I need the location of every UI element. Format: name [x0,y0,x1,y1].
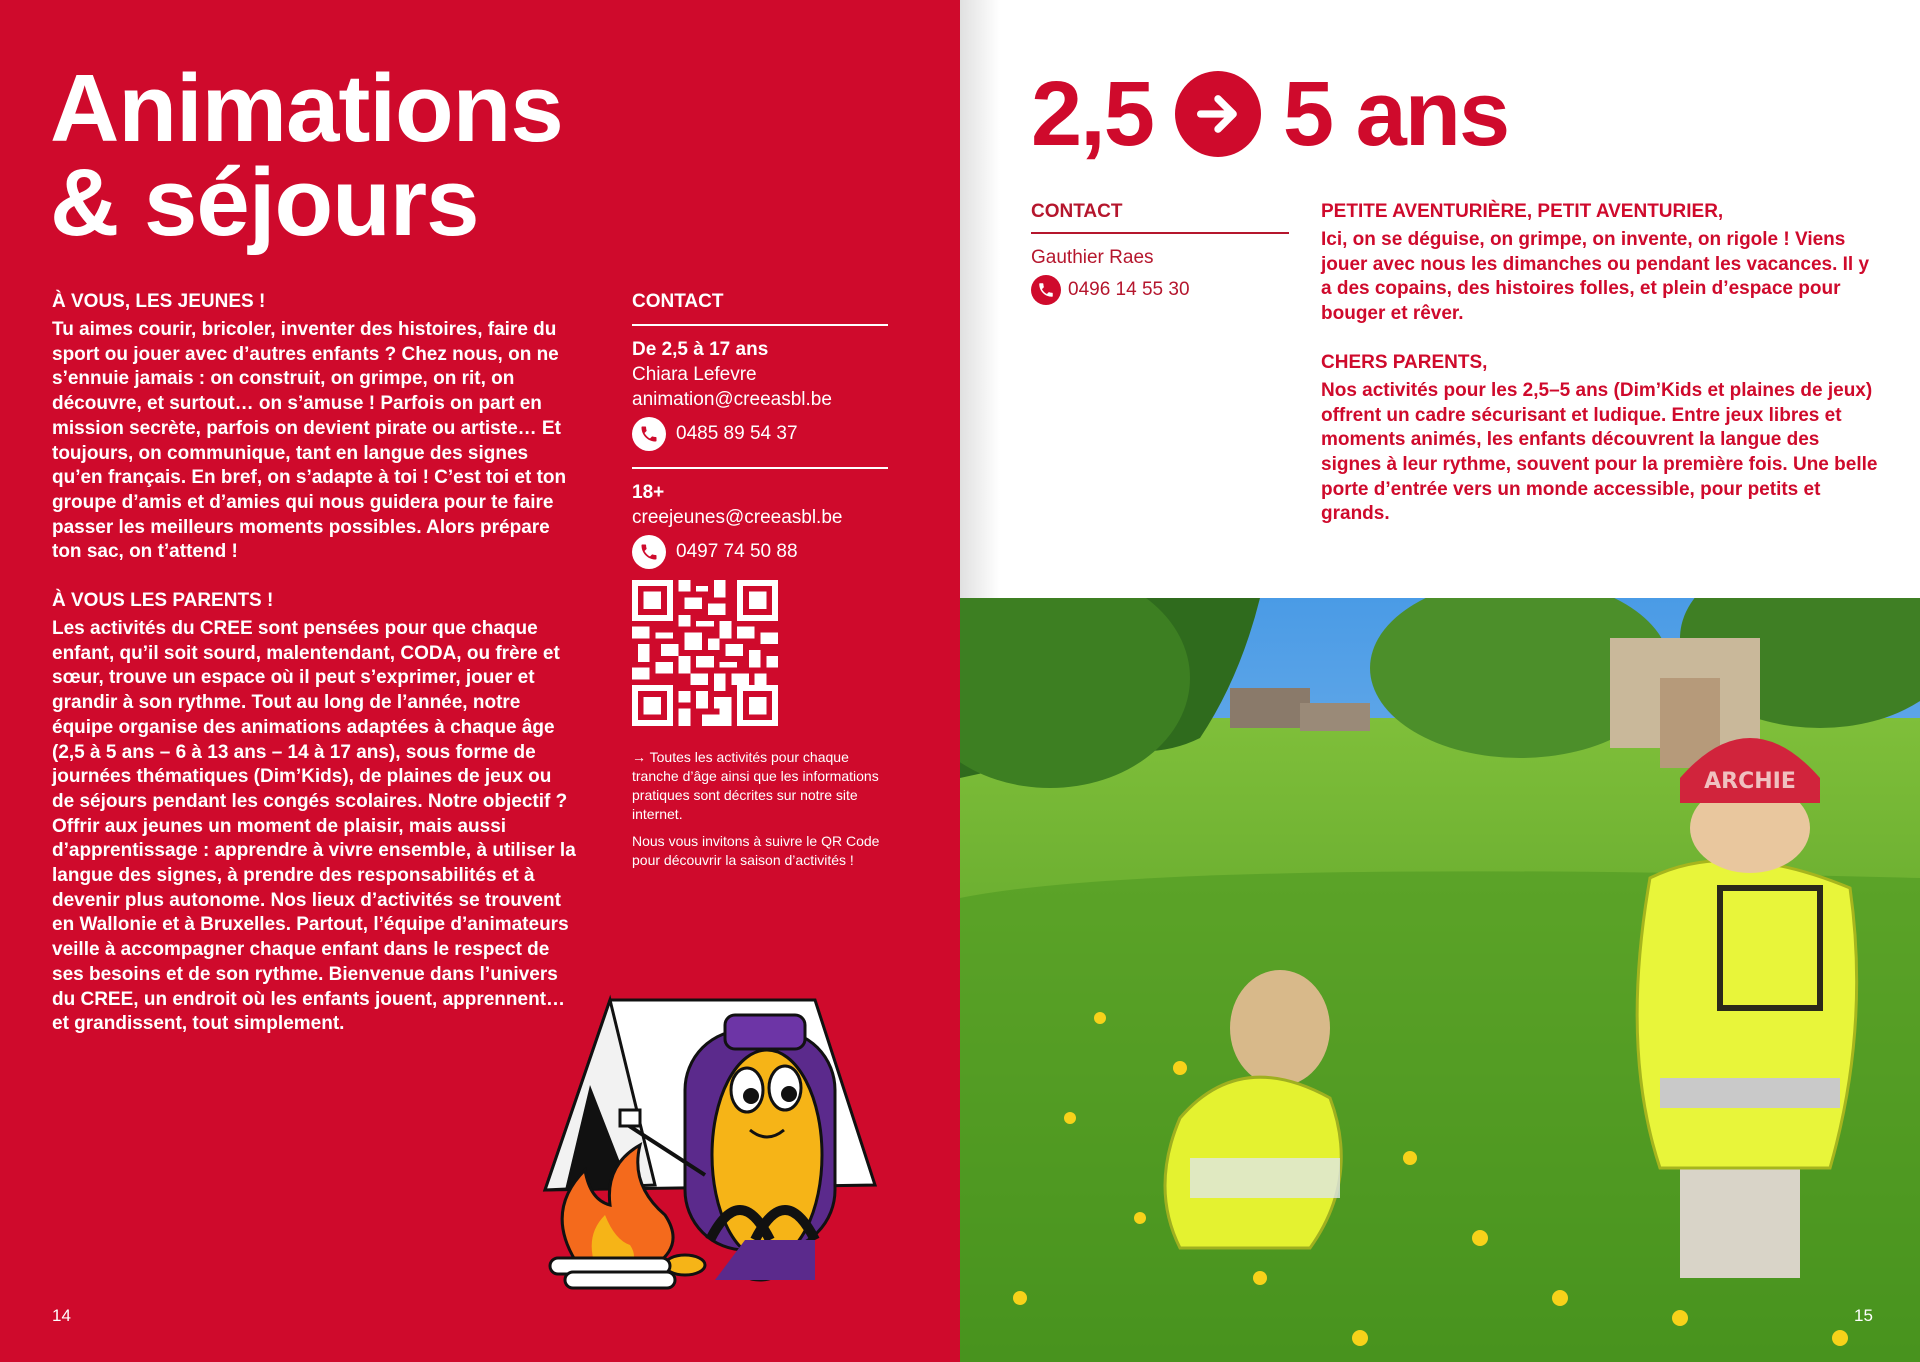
adult-label: 18+ [632,482,665,503]
whatsapp-phone-icon [632,417,666,451]
contact-name: Gauthier Raes [1031,247,1154,268]
phone-number: 0496 14 55 30 [1068,279,1190,300]
jeunes-text: Tu aimes courir, bricoler, inventer des histoires, faire du sport ou jouer avec d’autres enfants ? Chez nous, on ne s’ennuie jamais : on construit, on grimpe, on rit, on découvre, et surtout… on s’amuse ! Parfois on part en mission secrète, parfois on devient pirate ou artiste… Et toujours, on communique, tant en langue des signes qu’en français. En bref, on s’adapte à toi ! C’est toi et ton groupe d’amis et d’amies qui nous guidera pour te faire passer les meilleurs moments possibles. Alors prépare ton sac, on t’attend ! [52,319,567,563]
age-range-title [1031,64,1508,164]
qr-note [632,748,882,878]
parents-text: Les activités du CREE sont pensées pour que chaque enfant, qu’il soit sourd, malentendant, CODA, ou frère et sœur, trouve un espace où il peut s’exprimer, jouer et grandir à son rythme. Tout au long de l’année, notre équipe organise des animations adaptées à chaque âge (2,5 à 5 ans – 6 à 13 ans – 14 à 17 ans), sous forme de journées thématiques (Dim’Kids), de plaines de jeux ou de séjours pendant les congés scolaires. Notre objectif ? Offrir aux jeunes un moment de plaisir, mais aussi d’apprentissage : apprendre à vivre ensemble, à utiliser la langue des signes, à prendre des responsabilités et à devenir plus autonome. Nos lieux d’activités se trouvent en Wallonie et à Bruxelles. Partout, l’équipe d’animateurs veille à accompagner chaque enfant dans le respect de ses besoins et de son rythme. Bienvenue dans l’univers du CREE, un endroit où les enfants jouent, apprennent… et grandissent, tout simplement. [52,618,576,1035]
age-from: 2,5 [1031,62,1153,165]
contact-divider [632,324,888,326]
contact-phone-link[interactable] [632,417,888,451]
right-text-column [1321,200,1881,551]
contact-email-link[interactable]: creejeunes@creeasbl.be [632,507,843,528]
children-meadow-photo [960,598,1920,1362]
contact-block [632,290,888,569]
whatsapp-phone-icon [632,535,666,569]
right-contact-block [1031,200,1289,305]
age-range-label: De 2,5 à 17 ans [632,339,769,360]
contact-divider [632,467,888,469]
kids-text: Ici, on se déguise, on grimpe, on invente, on rigole ! Viens jouer avec nous les dimanches ou pendant les vacances. Il y a des copains, des histoires folles, et plein d’espace pour bouger et rêver. [1321,229,1870,325]
phone-number: 0497 74 50 88 [676,541,798,562]
cap-text: ARCHIE [1704,769,1796,794]
campfire-illustration [535,990,890,1300]
contact-email-link[interactable]: animation@creeasbl.be [632,389,832,410]
page-title [50,55,563,256]
contact-heading: CONTACT [1031,201,1123,222]
parents-text: Nos activités pour les 2,5–5 ans (Dim’Kids et plaines de jeux) offrent un cadre sécurisant et ludique. Entre jeux libres et moments animés, les enfants découvrent la langue des signes à leur rythme, souvent pour la première fois. Une belle porte d’entrée vers un monde accessible, pour petits et grands. [1321,379,1878,525]
page-number: 14 [52,1306,71,1325]
parents-heading: CHERS PARENTS, [1321,351,1488,373]
qr-note-2: Nous vous invitons à suivre le QR Code pour découvrir la saison d’activités ! [632,833,880,868]
contact-name: Chiara Lefevre [632,364,757,385]
age-to: 5 ans [1282,62,1509,165]
phone-number: 0485 89 54 37 [676,423,798,444]
arrow-right-icon [1175,71,1261,157]
jeunes-heading: À VOUS, LES JEUNES ! [52,291,266,312]
whatsapp-phone-icon [1031,275,1061,305]
title-line-2: & séjours [50,149,479,256]
contact-phone-link[interactable] [1031,275,1289,305]
contact-heading: CONTACT [632,291,724,312]
kids-heading: PETITE AVENTURIÈRE, PETIT AVENTURIER, [1321,201,1724,222]
parents-heading: À VOUS LES PARENTS ! [52,590,274,612]
page-number: 15 [1854,1306,1873,1325]
title-line-1: Animations [50,55,563,162]
contact-divider [1031,232,1289,234]
page-gutter-shadow [960,0,1000,598]
intro-column [52,290,577,1061]
qr-code-icon[interactable] [632,580,778,726]
qr-note-1: → Toutes les activités pour chaque tranche d’âge ainsi que les informations pratiques sont décrites sur notre site internet. [632,749,879,822]
contact-phone-link[interactable] [632,535,888,569]
